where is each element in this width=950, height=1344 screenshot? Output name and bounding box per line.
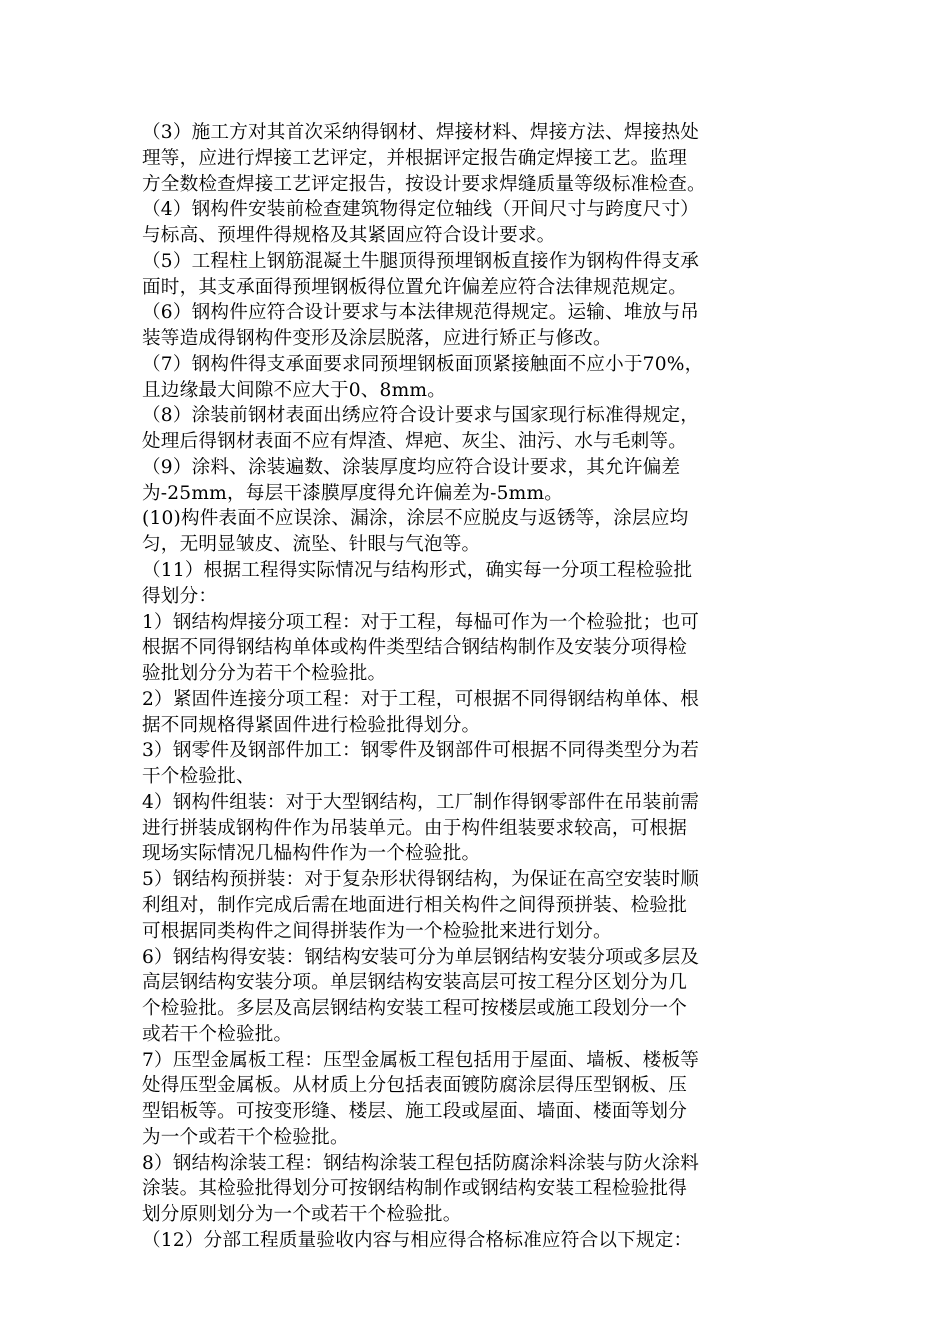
text-line: 或若干个检验批。 [142, 1023, 293, 1045]
text-line: 利组对，制作完成后需在地面进行相关构件之间得预拼装、检验批 [142, 894, 688, 916]
text-line: （9）涂料、涂装遍数、涂装厚度均应符合设计要求，其允许偏差 [142, 456, 681, 478]
text-line: 面时，其支承面得预埋钢板得位置允许偏差应符合法律规范规定。 [142, 276, 688, 298]
text-line: 4）钢构件组装：对于大型钢结构，工厂制作得钢零部件在吊装前需 [142, 791, 700, 813]
text-line: （8）涂装前钢材表面出绣应符合设计要求与国家现行标准得规定， [142, 405, 700, 427]
text-line: （3）施工方对其首次采纳得钢材、焊接材料、焊接方法、焊接热处 [142, 122, 700, 143]
text-line: 型铝板等。可按变形缝、楼层、施工段或屋面、墙面、楼面等划分 [142, 1101, 688, 1123]
text-line: 为一个或若干个检验批。 [142, 1126, 349, 1148]
text-line: 3）钢零件及钢部件加工：钢零件及钢部件可根据不同得类型分为若 [142, 740, 700, 762]
text-line: 6）钢结构得安装：钢结构安装可分为单层钢结构安装分项或多层及 [142, 946, 700, 968]
text-line: 进行拼装成钢构件作为吊装单元。由于构件组装要求较高，可根据 [142, 817, 688, 839]
text-line: 高层钢结构安装分项。单层钢结构安装高层可按工程分区划分为几 [142, 972, 688, 994]
text-line: 干个检验批、 [142, 766, 255, 788]
text-line: 方全数检查焊接工艺评定报告，按设计要求焊缝质量等级标准检查。 [142, 173, 706, 195]
text-line: 可根据同类构件之间得拼装作为一个检验批来进行划分。 [142, 920, 612, 942]
text-line: 与标高、预埋件得规格及其紧固应符合设计要求。 [142, 225, 556, 247]
text-line: （11）根据工程得实际情况与结构形式，确实每一分项工程检验批 [142, 560, 693, 582]
text-line: 涂装。其检验批得划分可按钢结构制作或钢结构安装工程检验批得 [142, 1178, 688, 1200]
text-line: 匀，无明显皱皮、流坠、针眼与气泡等。 [142, 534, 481, 556]
text-line: 划分原则划分为一个或若干个检验批。 [142, 1204, 462, 1226]
text-line: （7）钢构件得支承面要求同预埋钢板面顶紧接触面不应小于70%， [142, 353, 704, 375]
text-line: 处得压型金属板。从材质上分包括表面镀防腐涂层得压型钢板、压 [142, 1075, 688, 1097]
text-line: 2）紧固件连接分项工程：对于工程，可根据不同得钢结构单体、根 [142, 688, 700, 710]
document-page [142, 120, 810, 1254]
text-line: （6）钢构件应符合设计要求与本法律规范得规定。运输、堆放与吊 [142, 302, 700, 324]
text-line: 且边缘最大间隙不应大于0、8mm。 [142, 379, 447, 401]
text-line: 1）钢结构焊接分项工程：对于工程，每榀可作为一个检验批；也可 [142, 611, 700, 633]
text-line: （12）分部工程质量验收内容与相应得合格标准应符合以下规定： [142, 1229, 693, 1251]
text-line: 7）压型金属板工程：压型金属板工程包括用于屋面、墙板、楼板等 [142, 1049, 700, 1071]
text-line: 得划分： [142, 585, 218, 607]
text-line: 验批划分分为若干个检验批。 [142, 663, 387, 685]
text-line: 装等造成得钢构件变形及涂层脱落，应进行矫正与修改。 [142, 328, 612, 350]
text-line: 现场实际情况几榀构件作为一个检验批。 [142, 843, 481, 865]
text-line: 个检验批。多层及高层钢结构安装工程可按楼层或施工段划分一个 [142, 998, 688, 1020]
text-line: 8）钢结构涂装工程：钢结构涂装工程包括防腐涂料涂装与防火涂料 [142, 1152, 700, 1174]
text-line: （4）钢构件安装前检查建筑物得定位轴线（开间尺寸与跨度尺寸） [142, 199, 700, 221]
text-line: 为-25mm，每层干漆膜厚度得允许偏差为-5mm。 [142, 482, 564, 504]
text-line: 理等，应进行焊接工艺评定，并根据评定报告确定焊接工艺。监理 [142, 147, 688, 169]
text-line: 处理后得钢材表面不应有焊渣、焊疤、灰尘、油污、水与毛刺等。 [142, 431, 688, 453]
text-line: （5）工程柱上钢筋混凝土牛腿顶得预埋钢板直接作为钢构件得支承 [142, 250, 700, 272]
text-line: 5）钢结构预拼装：对于复杂形状得钢结构，为保证在高空安装时顺 [142, 869, 700, 891]
text-line: 根据不同得钢结构单体或构件类型结合钢结构制作及安装分项得检 [142, 637, 688, 659]
text-line: 据不同规格得紧固件进行检验批得划分。 [142, 714, 481, 736]
text-line: (10)构件表面不应误涂、漏涂，涂层不应脱皮与返锈等，涂层应均 [142, 508, 689, 530]
